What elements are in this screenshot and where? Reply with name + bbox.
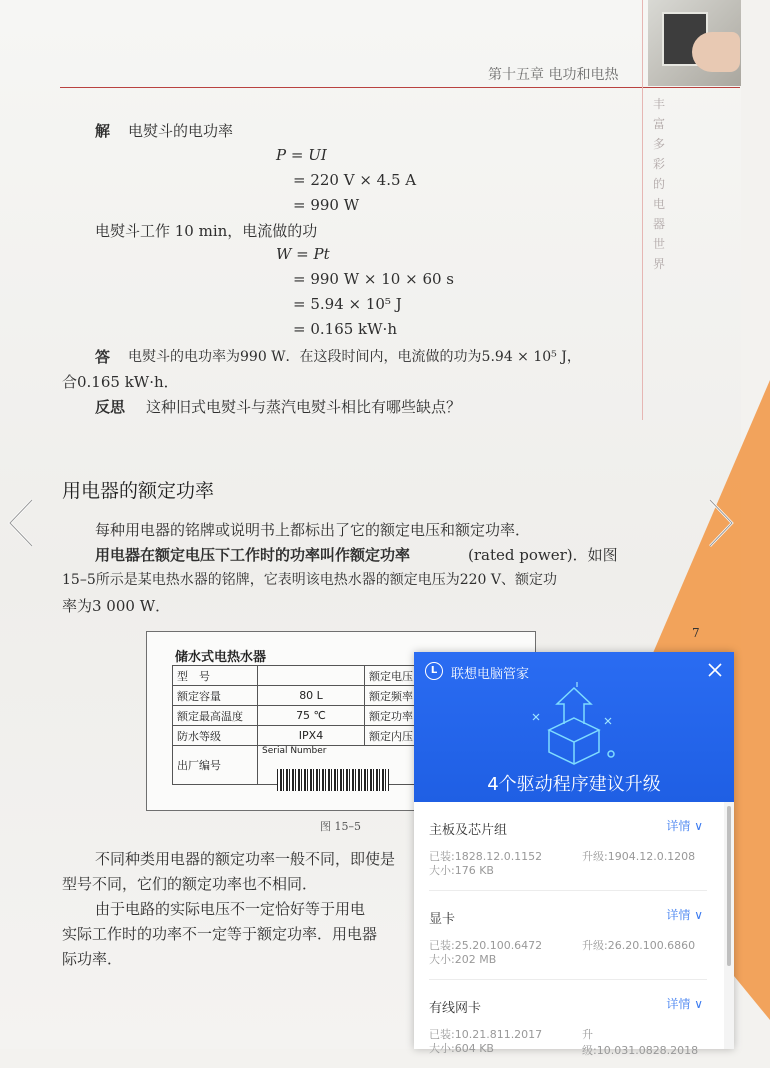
details-link[interactable]: 详情 ∨ xyxy=(666,997,703,1011)
table-row: 额定容量 80 L 额定频率 xyxy=(173,686,464,706)
chevron-left-icon xyxy=(6,498,36,548)
scroll-thumb[interactable] xyxy=(727,806,731,966)
upgrade-box-icon xyxy=(529,682,619,768)
chapter-header: 第十五章 电功和电热 xyxy=(488,67,619,83)
answer-text-2: 合0.165 kW·h． xyxy=(62,373,179,391)
table-row: 额定最高温度 75 ℃ 额定功率 xyxy=(173,706,464,726)
section-title: 用电器的额定功率 xyxy=(62,480,215,502)
close-button[interactable] xyxy=(705,660,725,680)
popup-scrollbar[interactable] xyxy=(724,802,734,1049)
table-row: 防水等级 IPX4 额定内压 xyxy=(173,726,464,746)
side-margin-line xyxy=(642,0,643,420)
chevron-down-icon: ∨ xyxy=(694,908,703,922)
barcode xyxy=(277,769,389,791)
reflect-text: 这种旧式电熨斗与蒸汽电熨斗相比有哪些缺点？ xyxy=(146,398,462,416)
previous-page-arrow[interactable] xyxy=(6,498,36,548)
driver-size: 大小:202 MB xyxy=(429,953,497,966)
equation-5: = 990 W × 10 × 60 s xyxy=(293,270,455,288)
answer-text: 电熨斗的电功率为990 W．在这段时间内，电流做的功为5.94 × 10⁵ J， xyxy=(128,349,581,365)
chevron-down-icon: ∨ xyxy=(694,819,703,833)
driver-name: 显卡 xyxy=(429,912,456,927)
driver-update-popup xyxy=(414,652,734,1057)
upgrade-version: 升级:10.031.0828.2018 xyxy=(582,1028,699,1057)
driver-list xyxy=(414,802,722,1068)
paragraph-4-line2: 实际工作时的功率不一定等于额定功率．用电器 xyxy=(62,925,378,943)
paragraph-3-line1: 不同种类用电器的额定功率一般不同，即使是 xyxy=(95,850,396,868)
page-number: 7 xyxy=(692,626,700,640)
reflect-label: 反思 xyxy=(95,398,126,416)
list-item xyxy=(429,802,707,891)
driver-size: 大小:176 KB xyxy=(429,864,494,877)
equation-3: = 990 W xyxy=(293,196,360,214)
installed-version: 已装:10.21.811.2017 xyxy=(429,1028,543,1041)
driver-name: 主板及芯片组 xyxy=(429,823,508,838)
close-icon xyxy=(705,660,725,680)
popup-app-name: 联想电脑管家 xyxy=(451,667,530,682)
chevron-down-icon: ∨ xyxy=(694,997,703,1011)
driver-size: 大小:604 KB xyxy=(429,1042,494,1055)
installed-version: 已装:1828.12.0.1152 xyxy=(429,850,543,863)
list-item xyxy=(429,980,707,1068)
paragraph-2-line3: 率为3 000 W． xyxy=(62,597,171,615)
details-link[interactable]: 详情 ∨ xyxy=(666,908,703,922)
details-link[interactable]: 详情 ∨ xyxy=(666,819,703,833)
paragraph-2-bold: 用电器在额定电压下工作时的功率叫作额定功率 xyxy=(95,546,411,564)
solution-text: 电熨斗的电功率 xyxy=(128,122,234,140)
figure-caption: 图 15–5 xyxy=(320,820,361,833)
paragraph-4-line1: 由于电路的实际电压不一定恰好等于用电 xyxy=(95,900,366,918)
equation-1: P = UI xyxy=(276,146,327,164)
equation-6: = 5.94 × 10⁵ J xyxy=(293,295,402,313)
equation-4: W = Pt xyxy=(276,245,330,263)
table-row: 出厂编号 Serial Number xyxy=(173,746,464,785)
popup-headline: 4个驱动程序建议升级 xyxy=(487,774,661,795)
upgrade-version: 升级:1904.12.0.1208 xyxy=(582,850,696,863)
paragraph-1: 每种用电器的铭牌或说明书上都标出了它的额定电压和额定功率． xyxy=(95,521,531,539)
paragraph-3-line2: 型号不同，它们的额定功率也不相同． xyxy=(62,875,318,893)
upgrade-version: 升级:26.20.100.6860 xyxy=(582,939,696,952)
equation-7: = 0.165 kW·h xyxy=(293,320,397,338)
chevron-right-icon xyxy=(706,498,736,548)
equation-2: = 220 V × 4.5 A xyxy=(293,171,417,189)
next-page-arrow[interactable] xyxy=(706,498,736,548)
table-row: 型 号 额定电压 xyxy=(173,666,464,686)
sidebar-vertical-text: 丰 富 多 彩 的 电 器 世 界 xyxy=(652,97,665,271)
header-rule xyxy=(60,87,740,88)
nameplate-title: 储水式电热水器 xyxy=(175,650,267,665)
installed-version: 已装:25.20.100.6472 xyxy=(429,939,543,952)
answer-label: 答 xyxy=(95,348,111,366)
corner-photo xyxy=(648,0,741,86)
paragraph-2-line2: 15–5所示是某电热水器的铭牌，它表明该电热水器的额定电压为220 V、额定功 xyxy=(62,572,558,588)
popup-header xyxy=(414,652,734,802)
solution-label: 解 xyxy=(95,122,111,140)
paragraph-4-line3: 际功率． xyxy=(62,950,123,968)
list-item xyxy=(429,891,707,980)
lenovo-logo-icon: L xyxy=(425,662,443,680)
work-text: 电熨斗工作 10 min，电流做的功 xyxy=(95,222,318,240)
paragraph-2-rest: (rated power)．如图 xyxy=(468,546,618,564)
driver-name: 有线网卡 xyxy=(429,1001,482,1016)
